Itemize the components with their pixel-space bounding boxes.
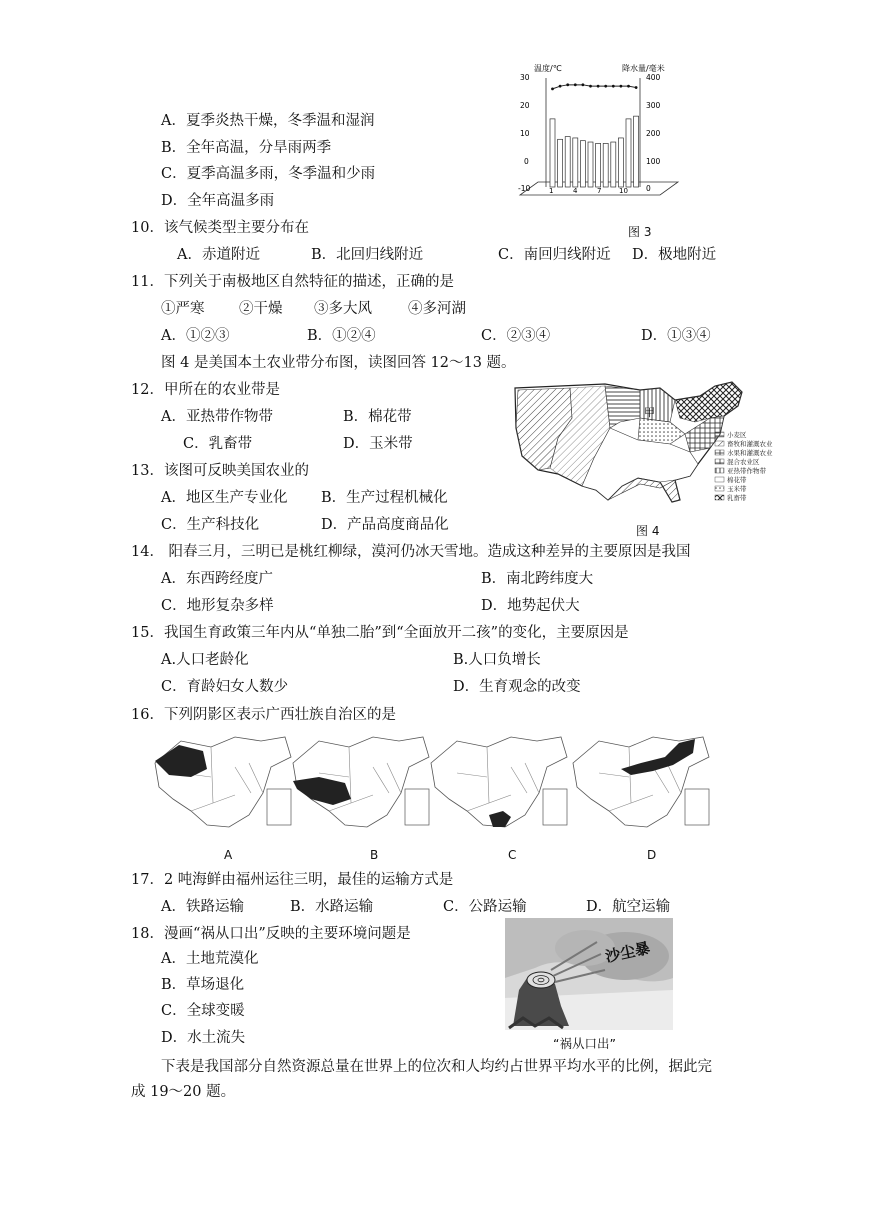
q13-option-d: D．产品高度商品化: [321, 517, 449, 533]
right-axis-title: 降水量/毫米: [622, 64, 665, 73]
precipitation-bar: [626, 119, 631, 187]
q18-option-c: C．全球变暖: [161, 1003, 245, 1019]
q12-option-d: D．玉米带: [343, 436, 413, 452]
legend-swatch: [715, 486, 724, 491]
q14-stem: 14． 阳春三月，三明已是桃红柳绿，漠河仍冰天雪地。造成这种差异的主要原因是我国: [131, 544, 691, 560]
q10-option-a: A．赤道附近: [177, 247, 260, 263]
q11-option-b: B．①②④: [307, 328, 376, 344]
q10-stem: 10．该气候类型主要分布在: [131, 220, 309, 236]
fig3-caption: 图 3: [628, 225, 652, 239]
us-agriculture-map: [510, 378, 785, 518]
legend-swatch: [715, 441, 724, 446]
q14-option-b: B．南北跨纬度大: [481, 571, 594, 587]
temperature-point: [635, 86, 638, 89]
temperature-point: [566, 83, 569, 86]
q18-stem: 18．漫画“祸从口出”反映的主要环境问题是: [131, 926, 411, 942]
closing-line-2: 成 19～20 题。: [131, 1084, 236, 1100]
left-tick: -10: [518, 184, 531, 193]
month-tick: 10: [619, 187, 628, 195]
temperature-point: [627, 85, 630, 88]
china-map-c: [427, 733, 573, 833]
q13-option-a: A．地区生产专业化: [161, 490, 288, 506]
legend-swatch: [715, 450, 724, 455]
q11-item-1: ①严寒: [161, 301, 205, 317]
q16-stem: 16．下列阴影区表示广西壮族自治区的是: [131, 707, 396, 723]
precipitation-bar: [618, 138, 623, 187]
legend-label: 小麦区: [727, 431, 747, 439]
q11-option-a: A．①②③: [161, 328, 230, 344]
q12-stem: 12．甲所在的农业带是: [131, 382, 280, 398]
q18-option-d: D．水土流失: [161, 1030, 246, 1046]
south-sea-inset: [405, 789, 429, 825]
legend-swatch: [715, 495, 724, 500]
climate-chart: [518, 62, 680, 204]
temperature-point: [582, 83, 585, 86]
closing-line-1: 下表是我国部分自然资源总量在世界上的位次和人均约占世界平均水平的比例，据此完: [161, 1059, 712, 1075]
q14-option-d: D．地势起伏大: [481, 598, 580, 614]
q12-option-c: C．乳畜带: [183, 436, 253, 452]
sandstorm-cartoon: [505, 918, 673, 1030]
precipitation-bar: [558, 139, 563, 187]
legend-label: 混合农业区: [727, 458, 760, 466]
precipitation-bar: [596, 143, 601, 187]
legend-label: 乳畜带: [727, 494, 747, 502]
temperature-point: [574, 83, 577, 86]
precipitation-bar: [550, 119, 555, 187]
fig4-caption: 图 4: [636, 524, 660, 538]
q9-option-a: A．夏季炎热干燥，冬季温和湿润: [161, 113, 375, 129]
legend-label: 水果和灌溉农业: [727, 449, 773, 457]
temperature-point: [620, 85, 623, 88]
fig4-intro: 图 4 是美国本土农业带分布图，读图回答 12～13 题。: [161, 355, 516, 371]
left-tick: 20: [520, 101, 530, 110]
q17-stem: 17．2 吨海鲜由福州运往三明，最佳的运输方式是: [131, 872, 454, 888]
precipitation-bar: [580, 141, 585, 187]
month-tick: 1: [549, 187, 554, 195]
q17-option-d: D．航空运输: [586, 899, 671, 915]
month-tick: 7: [597, 187, 602, 195]
q13-option-b: B．生产过程机械化: [321, 490, 448, 506]
q18-option-a: A．土地荒漠化: [161, 951, 259, 967]
left-tick: 0: [524, 157, 529, 166]
temperature-point: [559, 85, 562, 88]
zone-dairy: [675, 382, 742, 422]
q9-option-b: B．全年高温，分旱雨两季: [161, 140, 332, 156]
q10-option-c: C．南回归线附近: [498, 247, 611, 263]
map-label-b: B: [370, 848, 379, 862]
left-tick: 30: [520, 73, 530, 82]
q11-item-4: ④多河湖: [408, 301, 466, 317]
month-tick: 4: [573, 187, 578, 195]
legend-swatch: [715, 459, 724, 464]
q15-option-c: C．育龄妇女人数少: [161, 679, 289, 695]
q13-stem: 13．该图可反映美国农业的: [131, 463, 309, 479]
legend-swatch: [715, 468, 724, 473]
stump-rings: [527, 972, 555, 988]
china-map-b: [289, 733, 435, 833]
legend-swatch: [715, 432, 724, 437]
q18-option-b: B．草场退化: [161, 977, 245, 993]
precipitation-bar: [573, 138, 578, 187]
left-tick: 10: [520, 129, 530, 138]
temperature-line: [553, 85, 637, 89]
q13-option-c: C．生产科技化: [161, 517, 260, 533]
q14-option-a: A．东西跨经度广: [161, 571, 273, 587]
precipitation-bar: [603, 143, 608, 187]
temperature-point: [597, 85, 600, 88]
left-axis-title: 温度/℃: [534, 64, 562, 73]
q15-stem: 15．我国生育政策三年内从“单独二胎”到“全面放开二孩”的变化，主要原因是: [131, 625, 629, 641]
precipitation-bar: [588, 142, 593, 187]
right-tick: 0: [646, 184, 651, 193]
cartoon-caption-text: 沙尘暴: [603, 938, 652, 966]
q11-stem: 11．下列关于南极地区自然特征的描述，正确的是: [131, 274, 454, 290]
q15-option-a: A.人口老龄化: [161, 652, 249, 668]
precipitation-bar: [634, 116, 639, 187]
q11-item-2: ②干燥: [239, 301, 283, 317]
right-tick: 100: [646, 157, 661, 166]
temperature-point: [612, 85, 615, 88]
map-label-d: D: [647, 848, 657, 862]
china-map-a: [151, 733, 297, 833]
q14-option-c: C．地形复杂多样: [161, 598, 274, 614]
right-tick: 200: [646, 129, 661, 138]
right-tick: 300: [646, 101, 661, 110]
q17-option-c: C．公路运输: [443, 899, 527, 915]
precipitation-bar: [565, 137, 570, 187]
legend-swatch: [715, 477, 724, 482]
q10-option-b: B．北回归线附近: [311, 247, 424, 263]
temperature-point: [589, 85, 592, 88]
q11-option-d: D．①③④: [641, 328, 711, 344]
cartoon-caption: “祸从口出”: [553, 1036, 616, 1051]
legend-label: 玉米带: [727, 485, 747, 493]
south-sea-inset: [543, 789, 567, 825]
q17-option-b: B．水路运输: [290, 899, 374, 915]
q15-option-d: D．生育观念的改变: [453, 679, 581, 695]
q15-option-b: B.人口负增长: [453, 652, 541, 668]
map-label-a: A: [224, 848, 233, 862]
china-map-d: [569, 733, 715, 833]
south-sea-inset: [267, 789, 291, 825]
precipitation-bar: [611, 142, 616, 187]
temperature-point: [604, 85, 607, 88]
q9-option-d: D．全年高温多雨: [161, 193, 275, 209]
temperature-point: [551, 88, 554, 91]
marker-jia: 甲: [644, 406, 655, 419]
q12-option-a: A．亚热带作物带: [161, 409, 273, 425]
q11-option-c: C．②③④: [481, 328, 551, 344]
legend-label: 畜牧和灌溉农业: [727, 440, 773, 448]
q12-option-b: B．棉花带: [343, 409, 412, 425]
q11-item-3: ③多大风: [314, 301, 372, 317]
right-tick: 400: [646, 73, 661, 82]
q9-option-c: C．夏季高温多雨，冬季温和少雨: [161, 166, 376, 182]
legend-label: 亚热带作物带: [727, 467, 766, 475]
q10-option-d: D．极地附近: [632, 247, 717, 263]
map-label-c: C: [508, 848, 517, 862]
south-sea-inset: [685, 789, 709, 825]
legend-label: 棉花带: [727, 476, 747, 484]
q17-option-a: A．铁路运输: [161, 899, 244, 915]
